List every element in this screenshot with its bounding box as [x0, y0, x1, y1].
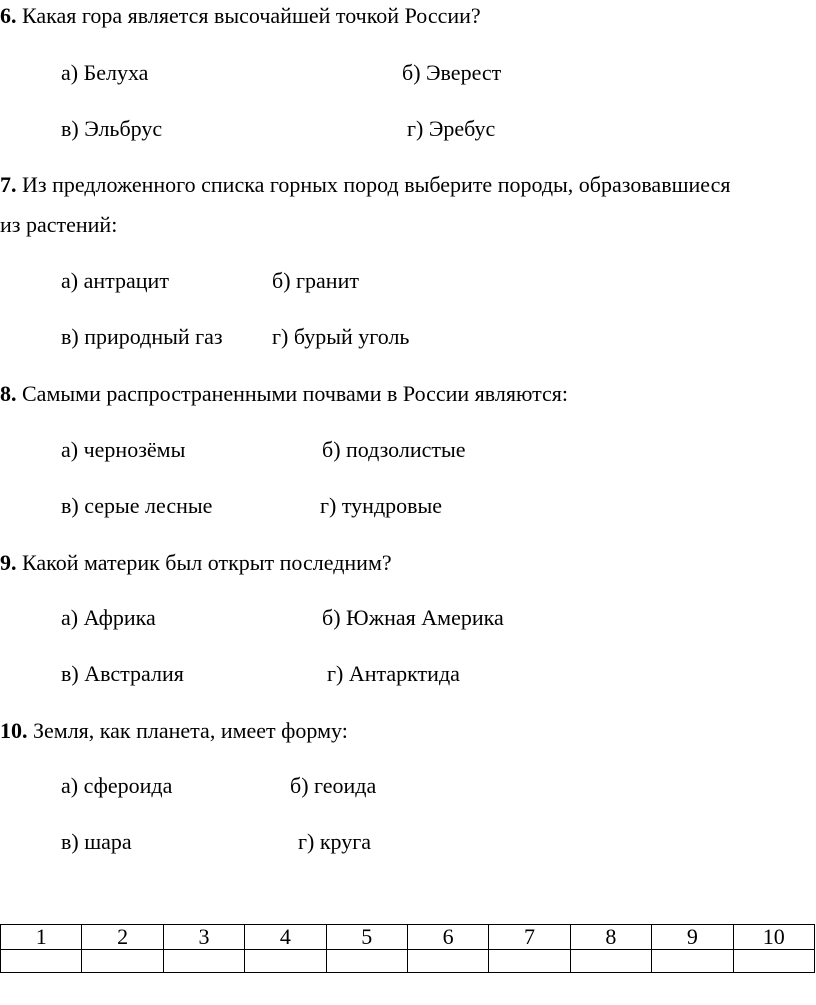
- option-b: б) подзолистые: [322, 437, 466, 462]
- answer-table-header: 1: [1, 925, 82, 950]
- answer-cell: [82, 950, 163, 973]
- question-line: Из предложенного списка горных пород выберите породы, образовавшиеся: [22, 172, 731, 197]
- option-c: в) Австралия: [61, 661, 184, 686]
- answer-table-header: 10: [733, 925, 814, 950]
- option-b: б) Южная Америка: [322, 605, 504, 630]
- answer-cell: [245, 950, 326, 973]
- answer-table-header: 9: [652, 925, 733, 950]
- question-number: 8.: [0, 381, 17, 406]
- answer-cell: [163, 950, 244, 973]
- option-c: в) природный газ: [61, 324, 223, 349]
- question-10-text: [0, 718, 348, 744]
- question-line: Какая гора является высочайшей точкой России?: [22, 3, 481, 28]
- answer-table-header: 7: [489, 925, 570, 950]
- question-line: Земля, как планета, имеет форму:: [33, 718, 348, 743]
- question-number: 9.: [0, 550, 17, 575]
- answer-table-header: 6: [407, 925, 488, 950]
- option-a: а) сфероида: [61, 773, 173, 798]
- question-8-text: [0, 381, 568, 407]
- option-b: б) гранит: [272, 268, 359, 293]
- option-c: в) серые лесные: [61, 493, 213, 518]
- answer-table-header: 2: [82, 925, 163, 950]
- question-number: 6.: [0, 3, 17, 28]
- option-d: г) тундровые: [320, 493, 443, 518]
- option-b: б) Эверест: [402, 60, 502, 85]
- question-7-text-cont: из растений:: [0, 212, 118, 237]
- option-d: г) Эребус: [407, 116, 496, 141]
- answer-cell: [489, 950, 570, 973]
- answer-table-header: 3: [163, 925, 244, 950]
- option-d: г) бурый уголь: [272, 324, 410, 349]
- option-c: в) шара: [61, 829, 132, 854]
- answer-table-blank-row: [1, 950, 815, 973]
- question-line: Самыми распространенными почвами в России являются:: [22, 381, 569, 406]
- option-a: а) антрацит: [61, 268, 169, 293]
- option-a: а) Белуха: [61, 60, 149, 85]
- answer-table-header: 8: [570, 925, 651, 950]
- question-number: 10.: [0, 718, 28, 743]
- answer-cell: [326, 950, 407, 973]
- option-a: а) Африка: [61, 605, 156, 630]
- option-d: г) круга: [298, 829, 372, 854]
- question-7-text: [0, 172, 731, 198]
- option-c: в) Эльбрус: [61, 116, 163, 141]
- question-line: Какой материк был открыт последним?: [22, 550, 392, 575]
- question-number: 7.: [0, 172, 17, 197]
- answer-cell: [733, 950, 814, 973]
- answer-table-header: 5: [326, 925, 407, 950]
- answer-table: [0, 924, 815, 973]
- answer-cell: [652, 950, 733, 973]
- answer-table-header: 4: [245, 925, 326, 950]
- question-6-text: [0, 3, 481, 29]
- answer-cell: [407, 950, 488, 973]
- option-a: а) чернозёмы: [61, 437, 186, 462]
- answer-table-header-row: [1, 925, 815, 950]
- question-9-text: [0, 550, 392, 576]
- option-d: г) Антарктида: [327, 661, 460, 686]
- option-b: б) геоида: [290, 773, 377, 798]
- answer-cell: [570, 950, 651, 973]
- answer-cell: [1, 950, 82, 973]
